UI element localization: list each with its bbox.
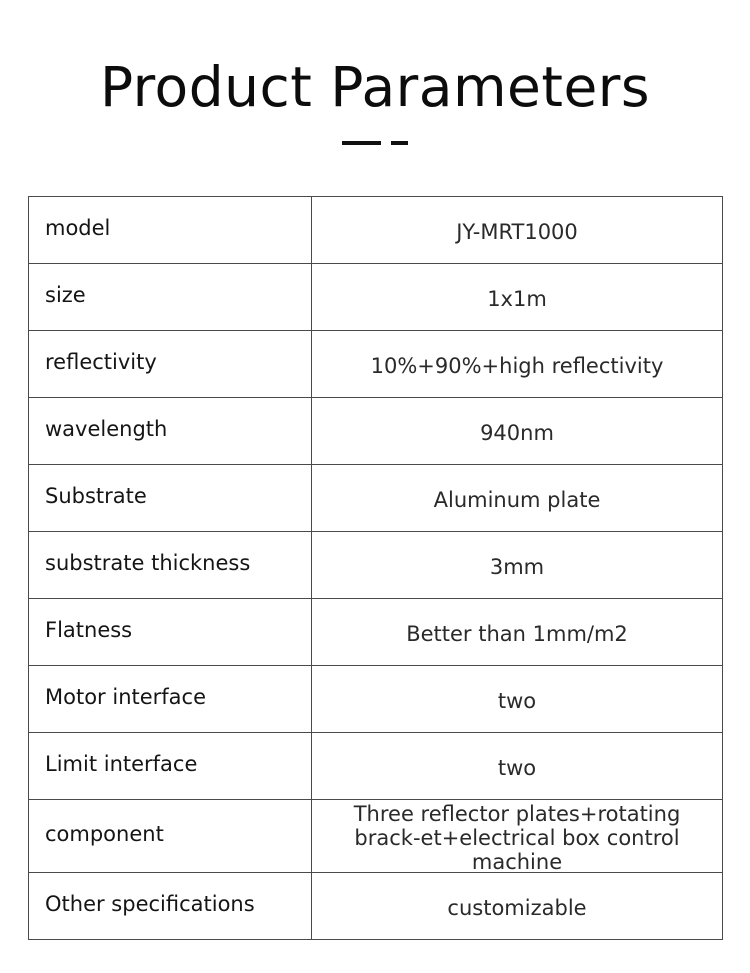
row-label xyxy=(29,465,312,532)
row-value xyxy=(312,532,723,599)
row-label xyxy=(29,264,312,331)
table-row xyxy=(29,465,723,532)
row-value-text: JY-MRT1000 xyxy=(456,220,578,244)
row-value-text: 10%+90%+high reflectivity xyxy=(370,354,664,378)
row-value xyxy=(312,398,723,465)
row-label xyxy=(29,666,312,733)
row-label xyxy=(29,331,312,398)
table-row xyxy=(29,264,723,331)
table-row xyxy=(29,398,723,465)
title-divider xyxy=(342,141,408,145)
row-value xyxy=(312,873,723,940)
row-value-text: Aluminum plate xyxy=(433,488,601,512)
table-row xyxy=(29,873,723,940)
divider-short-segment xyxy=(391,141,408,145)
divider-long-segment xyxy=(342,141,381,145)
row-value-text: customizable xyxy=(447,896,587,920)
row-label-text: wavelength xyxy=(45,417,168,441)
row-label-text: Other specifications xyxy=(45,892,255,916)
row-label-text: Motor interface xyxy=(45,685,207,709)
table-row xyxy=(29,331,723,398)
table-row xyxy=(29,599,723,666)
row-label xyxy=(29,197,312,264)
row-value-text: two xyxy=(497,756,537,780)
row-label-text: reflectivity xyxy=(45,350,157,374)
row-label xyxy=(29,599,312,666)
row-label-text: Substrate xyxy=(45,484,147,508)
row-label-text: component xyxy=(45,822,164,846)
row-value xyxy=(312,331,723,398)
row-label xyxy=(29,398,312,465)
row-value-text: 940nm xyxy=(480,421,554,445)
row-label-text: size xyxy=(45,283,86,307)
row-label xyxy=(29,800,312,873)
table-row xyxy=(29,733,723,800)
row-value-text: Better than 1mm/m2 xyxy=(406,622,628,646)
row-value xyxy=(312,733,723,800)
row-value-text: two xyxy=(497,689,537,713)
row-value xyxy=(312,197,723,264)
row-label-text: Flatness xyxy=(45,618,133,642)
row-label xyxy=(29,733,312,800)
row-value-text: 1x1m xyxy=(487,287,547,311)
row-label xyxy=(29,873,312,940)
row-value xyxy=(312,465,723,532)
row-value xyxy=(312,666,723,733)
table-row xyxy=(29,532,723,599)
row-value-text: Three reflector plates+rotating brack-et+electrical box control machine xyxy=(353,802,681,874)
row-value xyxy=(312,264,723,331)
row-value-text: 3mm xyxy=(489,555,545,579)
page-title: Product Parameters xyxy=(99,55,651,119)
row-label-text: Limit interface xyxy=(45,752,198,776)
table-row xyxy=(29,800,723,873)
row-value xyxy=(312,800,723,873)
parameters-table xyxy=(28,196,723,940)
row-label xyxy=(29,532,312,599)
table-row xyxy=(29,666,723,733)
row-label-text: substrate thickness xyxy=(45,551,251,575)
row-value xyxy=(312,599,723,666)
row-label-text: model xyxy=(45,216,111,240)
table-row xyxy=(29,197,723,264)
